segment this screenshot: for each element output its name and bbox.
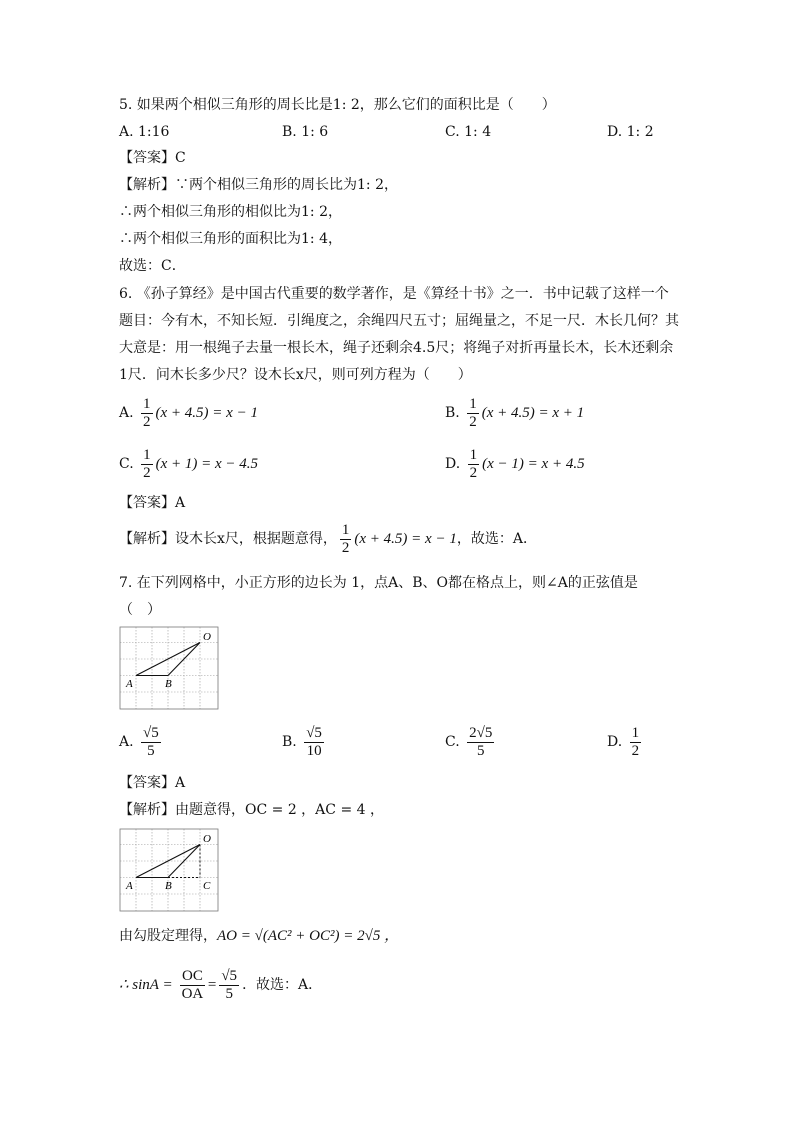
q6-option-a-den: 2	[143, 414, 151, 430]
q6-stem-1: 6. 《孙子算经》是中国古代重要的数学著作，是《算经十书》之一．书中记载了这样一个	[119, 286, 669, 302]
q7-option-d-label: D.	[607, 733, 623, 750]
q7-solution-label-b: B	[165, 880, 172, 892]
q6-stem-4: 1尺．问木长多少尺？设木长x尺，则可列方程为（ ）	[119, 367, 472, 383]
q7-option-b-label: B.	[282, 733, 297, 750]
q5-analysis-3: ∴两个相似三角形的面积比为1: 4，	[119, 231, 342, 247]
q7-stem-1: 7. 在下列网格中，小正方形的边长为 1，点A、B、O都在格点上，则∠A的正弦值是	[119, 575, 638, 591]
q5-analysis-1: 【解析】∵两个相似三角形的周长比为1: 2，	[119, 177, 398, 193]
q7-option-c-label: C.	[445, 733, 460, 750]
q7-option-c-den: 5	[476, 743, 485, 759]
q7-stem-2: （ ）	[119, 602, 161, 618]
q6-option-d-label: D.	[445, 455, 461, 472]
q7-analysis-2-expr: AO = √(AC² + OC²) = 2√5 ，	[217, 928, 400, 944]
q5-analysis-2: ∴两个相似三角形的相似比为1: 2，	[119, 204, 342, 220]
q7-solution-label-a: A	[126, 880, 133, 892]
q7-analysis-3-den2: 5	[225, 986, 233, 1002]
q7-analysis-3-num2: √5	[221, 968, 238, 984]
q6-option-c-expr: (x + 1) = x − 4.5	[155, 455, 259, 472]
q6-option-c-den: 2	[143, 465, 151, 481]
q7-option-b-den: 10	[306, 743, 322, 759]
q6-option-a-label: A.	[119, 404, 134, 421]
q5-stem: 5. 如果两个相似三角形的周长比是1: 2，那么它们的面积比是（ ）	[119, 97, 556, 113]
q6-option-b-den: 2	[469, 414, 477, 430]
q7-solution-figure	[119, 828, 219, 912]
q7-option-d-den: 2	[631, 743, 640, 759]
q6-option-c-label: C.	[119, 455, 134, 472]
q7-analysis-3-num1: OC	[182, 968, 203, 984]
q7-solution-label-o: O	[203, 833, 211, 845]
q7-solution-label-c: C	[203, 880, 211, 892]
q7-grid-figure	[119, 626, 219, 710]
q6-option-c	[119, 447, 258, 482]
q5-option-b: B. 1: 6	[282, 124, 329, 140]
q6-analysis-pre: 【解析】设木长x尺，根据题意得，	[119, 530, 337, 547]
q5-option-d: D. 1: 2	[607, 124, 654, 140]
q7-option-d-num: 1	[631, 725, 640, 741]
q7-analysis-2-pre: 由勾股定理得，	[119, 928, 217, 944]
q7-analysis-3	[119, 968, 322, 1003]
q7-option-c	[445, 725, 497, 760]
q6-answer: 【答案】A	[119, 495, 186, 511]
q6-analysis-expr: (x + 4.5) = x − 1	[354, 530, 457, 547]
q6-option-c-num: 1	[143, 447, 151, 463]
q7-option-a-den: 5	[147, 743, 155, 759]
q6-option-a-num: 1	[143, 396, 151, 412]
q6-option-d	[445, 447, 585, 482]
q6-analysis-post: ，故选：A．	[456, 530, 537, 547]
q6-option-b-expr: (x + 4.5) = x + 1	[481, 404, 585, 421]
q7-analysis-3-post: ．故选：A．	[242, 976, 323, 993]
q6-stem-2: 题目：今有木，不知长短．引绳度之，余绳四尺五寸；屈绳量之，不足一尺．木长几何？其	[119, 313, 679, 329]
q7-analysis-3-pre: ∴ sinA =	[119, 976, 173, 993]
q7-analysis-2	[119, 926, 399, 946]
q7-analysis-3-eq: =	[207, 976, 217, 993]
q6-stem-3: 大意是：用一根绳子去量一根长木，绳子还剩余4.5尺；将绳子对折再量长木，长木还剩余	[119, 340, 674, 356]
q6-option-b-label: B.	[445, 404, 460, 421]
q7-label-o: O	[203, 631, 211, 643]
q6-option-b-num: 1	[469, 396, 477, 412]
q7-option-d	[607, 725, 644, 760]
q7-label-a: A	[126, 678, 133, 690]
q6-option-a	[119, 396, 258, 431]
q7-option-b	[282, 725, 327, 760]
q6-analysis-den: 2	[341, 540, 350, 556]
q6-option-d-expr: (x − 1) = x + 4.5	[482, 455, 585, 472]
q5-option-a: A. 1:16	[119, 124, 170, 140]
q6-option-b	[445, 396, 584, 431]
q5-answer: 【答案】C	[119, 150, 186, 166]
q7-analysis-1: 【解析】由题意得，OC = 2 ，AC = 4 ，	[119, 802, 384, 818]
q7-option-b-num: √5	[306, 725, 322, 741]
q7-answer: 【答案】A	[119, 775, 186, 791]
q6-analysis-num: 1	[341, 522, 350, 538]
q7-option-a	[119, 725, 164, 760]
q6-analysis	[119, 522, 537, 557]
q7-option-a-label: A.	[119, 733, 134, 750]
q7-label-b: B	[165, 678, 172, 690]
q5-option-c: C. 1: 4	[445, 124, 492, 140]
q6-option-d-den: 2	[469, 465, 478, 481]
q5-analysis-4: 故选：C．	[119, 258, 186, 274]
q6-option-a-expr: (x + 4.5) = x − 1	[155, 404, 258, 421]
q7-analysis-3-den1: OA	[181, 986, 204, 1002]
q7-option-c-num: 2√5	[469, 725, 493, 741]
q6-option-d-num: 1	[469, 447, 478, 463]
q7-option-a-num: √5	[143, 725, 159, 741]
